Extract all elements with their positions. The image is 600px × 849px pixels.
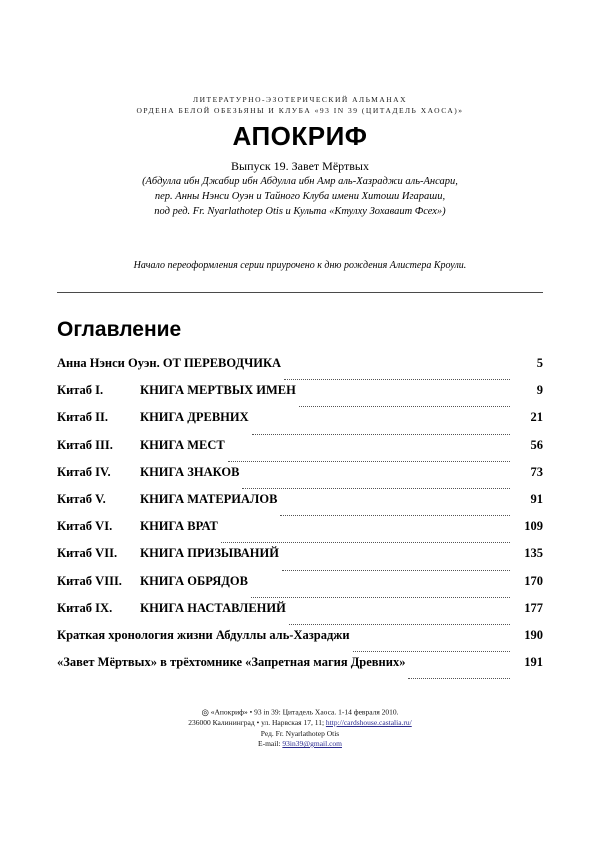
toc-entry-kitab: Китаб VI.: [57, 519, 113, 534]
toc-dot-leader: [251, 596, 510, 598]
toc-entry-page-number: 73: [530, 464, 543, 479]
toc-dot-leader: [280, 514, 510, 516]
toc-entry-kitab: Китаб II.: [57, 410, 109, 425]
attribution-line-3: под ред. Fr. Nyarlathotep Otis и Культа «Ктулху Зохаваит Фсех»): [154, 206, 446, 217]
toc-entry-title: Краткая хронология жизни Абдуллы аль-Хазраджи: [57, 627, 350, 642]
journal-title: АПОКРИФ: [232, 121, 368, 151]
toc-dot-leader: [282, 569, 510, 571]
toc-entry-page-number: 109: [524, 519, 543, 534]
attribution-line-2: пер. Анны Нэнси Оуэн и Тайного Клуба имени Хитоши Игараши,: [154, 191, 446, 202]
toc-entry-title: «Завет Мёртвых» в трёхтомнике «Запретная магия Древних»: [57, 655, 406, 670]
footer-email-label: E-mail:: [258, 739, 283, 748]
toc-entry-title: КНИГА МЕРТВЫХ ИМЕН: [140, 383, 296, 398]
toc-dot-leader: [299, 405, 510, 407]
issue-line: Выпуск 19. Завет Мёртвых: [231, 159, 369, 173]
copyright-icon: ◎: [201, 707, 209, 717]
toc-entry[interactable]: [57, 601, 543, 628]
toc-entry[interactable]: [57, 383, 543, 410]
toc-entry-page-number: 191: [524, 655, 543, 670]
toc-entry-page-number: 190: [524, 627, 543, 642]
toc-entry-kitab: Китаб VII.: [57, 546, 118, 561]
toc-entry-kitab: Китаб III.: [57, 437, 113, 452]
toc-entry-title: КНИГА МАТЕРИАЛОВ: [140, 491, 278, 506]
toc-entry-title: КНИГА ОБРЯДОВ: [140, 573, 248, 588]
footer-imprint-text: «Апокриф» • 93 in 39: Цитадель Хаоса. 1-14 февраля 2010.: [210, 707, 399, 717]
toc-entry[interactable]: [57, 438, 543, 465]
masthead-subtitle-line-2: ОРДЕНА БЕЛОЙ ОБЕЗЬЯНЫ И КЛУБА «93 IN 39 (ЦИТАДЕЛЬ ХАОСА)»: [136, 106, 464, 115]
footer-address-text: 236000 Калининград • ул. Нарвская 17, 11;: [188, 718, 326, 727]
toc-entry-page-number: 177: [524, 600, 543, 615]
toc-entry-kitab: Китаб V.: [57, 491, 106, 506]
footer-line-3: Ред. Fr. Nyarlathotep Otis: [260, 728, 340, 738]
toc-dot-leader: [221, 541, 510, 543]
toc-entry-page-number: 9: [536, 383, 543, 398]
toc-entry[interactable]: [57, 519, 543, 546]
footer-line-4: [57, 739, 543, 750]
toc-dot-leader: [353, 650, 510, 652]
toc-entry-kitab: Китаб IX.: [57, 600, 113, 615]
toc-heading: Оглавление: [57, 318, 182, 341]
footer-line-2: [57, 718, 543, 729]
dedication-note: Начало переоформления серии приурочено к дню рождения Алистера Кроули.: [133, 260, 467, 271]
toc-entry-title: КНИГА ПРИЗЫВАНИЙ: [140, 546, 279, 561]
footer-website-link[interactable]: http://cardshouse.castalia.ru/: [325, 718, 412, 727]
toc-entry[interactable]: [57, 492, 543, 519]
toc-dot-leader: [228, 460, 510, 462]
toc-entry-title: КНИГА ЗНАКОВ: [140, 464, 240, 479]
toc-entry-kitab: Китаб VIII.: [57, 573, 122, 588]
horizontal-divider: [57, 292, 543, 293]
toc-dot-leader: [289, 623, 510, 625]
toc-entry-page-number: 56: [530, 437, 543, 452]
toc-entry-page-number: 135: [524, 546, 543, 561]
toc-dot-leader: [284, 378, 510, 380]
toc-entry-title: КНИГА ДРЕВНИХ: [140, 410, 249, 425]
toc-entry-page-number: 91: [530, 491, 543, 506]
toc-entry[interactable]: [57, 465, 543, 492]
toc-entry[interactable]: [57, 356, 543, 383]
toc-entry-page-number: 21: [530, 410, 543, 425]
toc-entry[interactable]: [57, 410, 543, 437]
toc-entry-kitab: Китаб IV.: [57, 464, 111, 479]
toc-dot-leader: [252, 433, 510, 435]
toc-entry[interactable]: [57, 546, 543, 573]
toc-entry-title: Анна Нэнси Оуэн. ОТ ПЕРЕВОДЧИКА: [57, 356, 282, 370]
page-footer: [57, 707, 543, 750]
toc-entry-page-number: 5: [536, 356, 543, 370]
toc-entry-kitab: Китаб I.: [57, 383, 104, 398]
toc-entry-page-number: 170: [524, 573, 543, 588]
toc-entry[interactable]: [57, 655, 543, 682]
toc-entry[interactable]: [57, 574, 543, 601]
toc-entry-title: КНИГА ВРАТ: [140, 519, 218, 534]
attribution-line-1: (Абдулла ибн Джабир ибн Абдулла ибн Амр аль-Хазраджи аль-Ансари,: [142, 176, 458, 187]
footer-email-link[interactable]: 93in39@gmail.com: [282, 739, 342, 748]
toc-dot-leader: [408, 677, 510, 679]
table-of-contents: [57, 356, 543, 682]
masthead-subtitle-line-1: ЛИТЕРАТУРНО-ЭЗОТЕРИЧЕСКИЙ АЛЬМАНАХ: [192, 95, 407, 104]
toc-dot-leader: [242, 487, 510, 489]
footer-line-1: [57, 707, 543, 718]
toc-entry[interactable]: [57, 628, 543, 655]
toc-entry-title: КНИГА МЕСТ: [140, 437, 225, 452]
masthead: [57, 94, 543, 219]
toc-entry-title: КНИГА НАСТАВЛЕНИЙ: [140, 600, 286, 615]
